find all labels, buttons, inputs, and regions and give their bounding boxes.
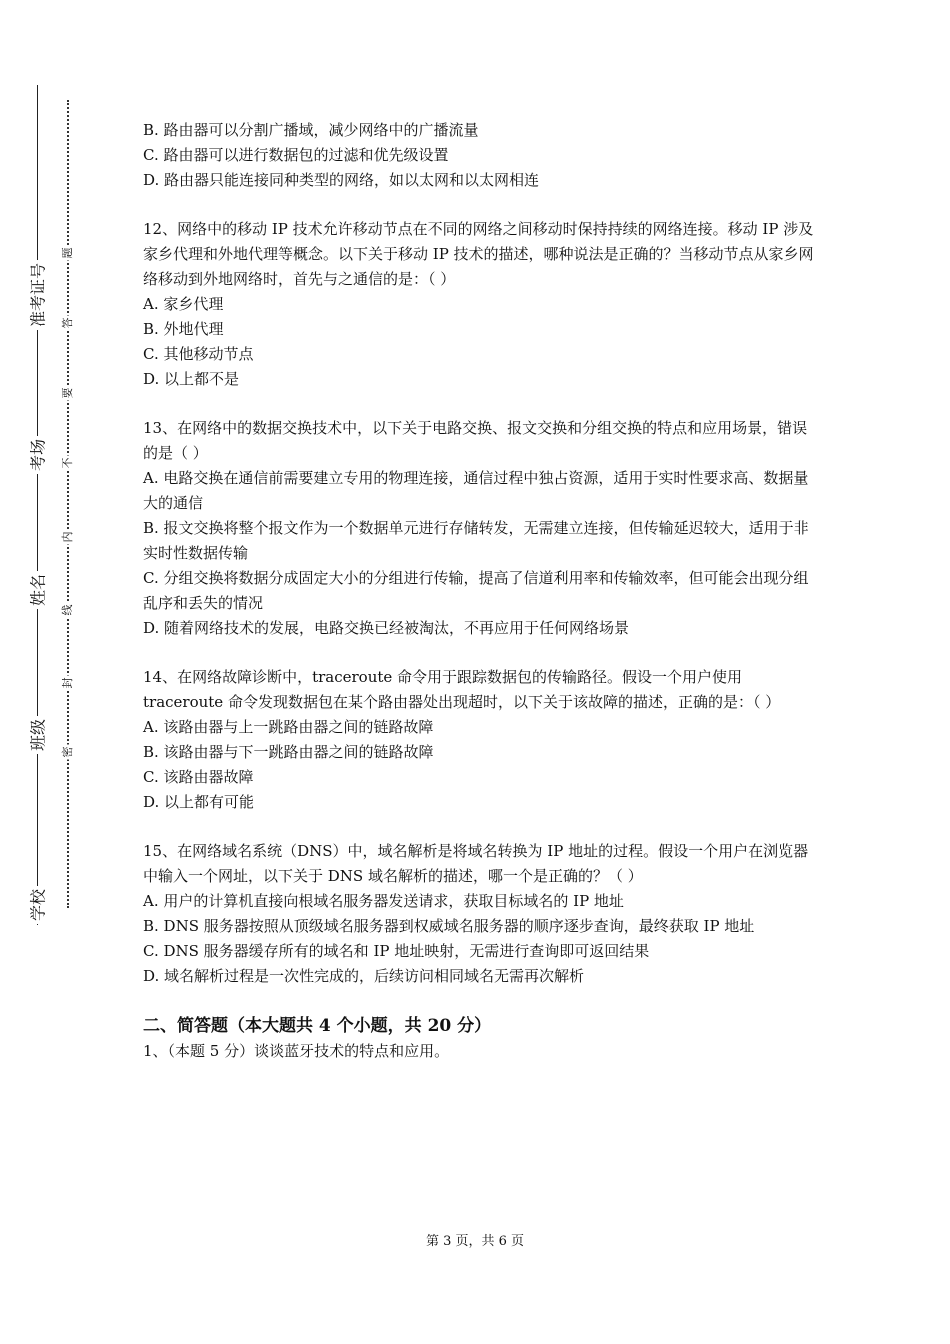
seal-char: 要	[61, 387, 74, 399]
seal-char: 密	[61, 746, 74, 758]
question-15	[143, 839, 815, 989]
question-stem: 14、在网络故障诊断中，traceroute 命令用于跟踪数据包的传输路径。假设一个用户使用 traceroute 命令发现数据包在某个路由器处出现超时，以下关于该故障的描述，正确的是：（ ）	[143, 668, 781, 711]
seal-char: 答	[61, 317, 74, 329]
seal-char: 封	[61, 677, 74, 689]
option-a: A. 家乡代理	[143, 295, 224, 313]
option-b: B. 该路由器与下一跳路由器之间的链路故障	[143, 743, 434, 761]
option-d: D. 域名解析过程是一次性完成的，后续访问相同域名无需再次解析	[143, 967, 585, 985]
field-class: 班级	[26, 716, 49, 754]
page-footer: 第 3 页，共 6 页	[425, 1234, 525, 1249]
field-exam-room: 考场	[26, 436, 49, 474]
option-d: D. 以上都有可能	[143, 793, 255, 811]
question-13	[143, 416, 815, 641]
option-b: B. DNS 服务器按照从顶级域名服务器到权威域名服务器的顺序逐步查询，最终获取 IP 地址	[143, 917, 755, 935]
question-12	[143, 217, 815, 392]
option-b: B. 外地代理	[143, 320, 224, 338]
option-a: A. 用户的计算机直接向根域名服务器发送请求，获取目标域名的 IP 地址	[143, 892, 624, 910]
field-school: 学校	[26, 886, 49, 924]
question-11-tail	[143, 118, 815, 193]
question-14	[143, 665, 815, 815]
option-c: C. 该路由器故障	[143, 768, 254, 786]
question-stem: 13、在网络中的数据交换技术中，以下关于电路交换、报文交换和分组交换的特点和应用场景，错误的是（ ）	[143, 419, 808, 462]
option-b: B. 路由器可以分割广播域，减少网络中的广播流量	[143, 121, 479, 139]
option-c: C. 路由器可以进行数据包的过滤和优先级设置	[143, 146, 449, 164]
option-a: A. 该路由器与上一跳路由器之间的链路故障	[143, 718, 434, 736]
option-d: D. 随着网络技术的发展，电路交换已经被淘汰，不再应用于任何网络场景	[143, 619, 630, 637]
option-c: C. DNS 服务器缓存所有的域名和 IP 地址映射，无需进行查询即可返回结果	[143, 942, 650, 960]
seal-char: 内	[61, 531, 74, 543]
field-exam-number: 准考证号	[26, 260, 49, 330]
seal-char: 不	[61, 457, 74, 469]
short-answer-question-1: 1、（本题 5 分）谈谈蓝牙技术的特点和应用。	[143, 1042, 450, 1060]
exam-content	[143, 118, 815, 1064]
option-d: D. 路由器只能连接同种类型的网络，如以太网和以太网相连	[143, 171, 540, 189]
seal-char: 线	[61, 604, 74, 616]
option-d: D. 以上都不是	[143, 370, 240, 388]
binding-solid-line	[37, 85, 38, 925]
option-b: B. 报文交换将整个报文作为一个数据单元进行存储转发，无需建立连接，但传输延迟较大，适用于非实时性数据传输	[143, 519, 809, 562]
question-stem: 12、网络中的移动 IP 技术允许移动节点在不同的网络之间移动时保持持续的网络连接。移动 IP 涉及家乡代理和外地代理等概念。以下关于移动 IP 技术的描述，哪种说法是正确的？当移动节点从家乡网络移动到外地网络时，首先与之通信的是：（ ）	[143, 220, 814, 288]
seal-dotted-line	[67, 100, 69, 908]
section-title: 二、简答题（本大题共 4 个小题，共 20 分）	[143, 1016, 492, 1036]
option-c: C. 分组交换将数据分成固定大小的分组进行传输，提高了信道利用率和传输效率，但可能会出现分组乱序和丢失的情况	[143, 569, 809, 612]
binding-margin	[0, 0, 100, 1344]
option-c: C. 其他移动节点	[143, 345, 254, 363]
option-a: A. 电路交换在通信前需要建立专用的物理连接，通信过程中独占资源，适用于实时性要求高、数据量大的通信	[143, 469, 809, 512]
field-name: 姓名	[26, 571, 49, 609]
seal-char: 题	[61, 247, 74, 259]
question-stem: 15、在网络域名系统（DNS）中，域名解析是将域名转换为 IP 地址的过程。假设一个用户在浏览器中输入一个网址，以下关于 DNS 域名解析的描述，哪一个是正确的？（ ）	[143, 842, 809, 885]
